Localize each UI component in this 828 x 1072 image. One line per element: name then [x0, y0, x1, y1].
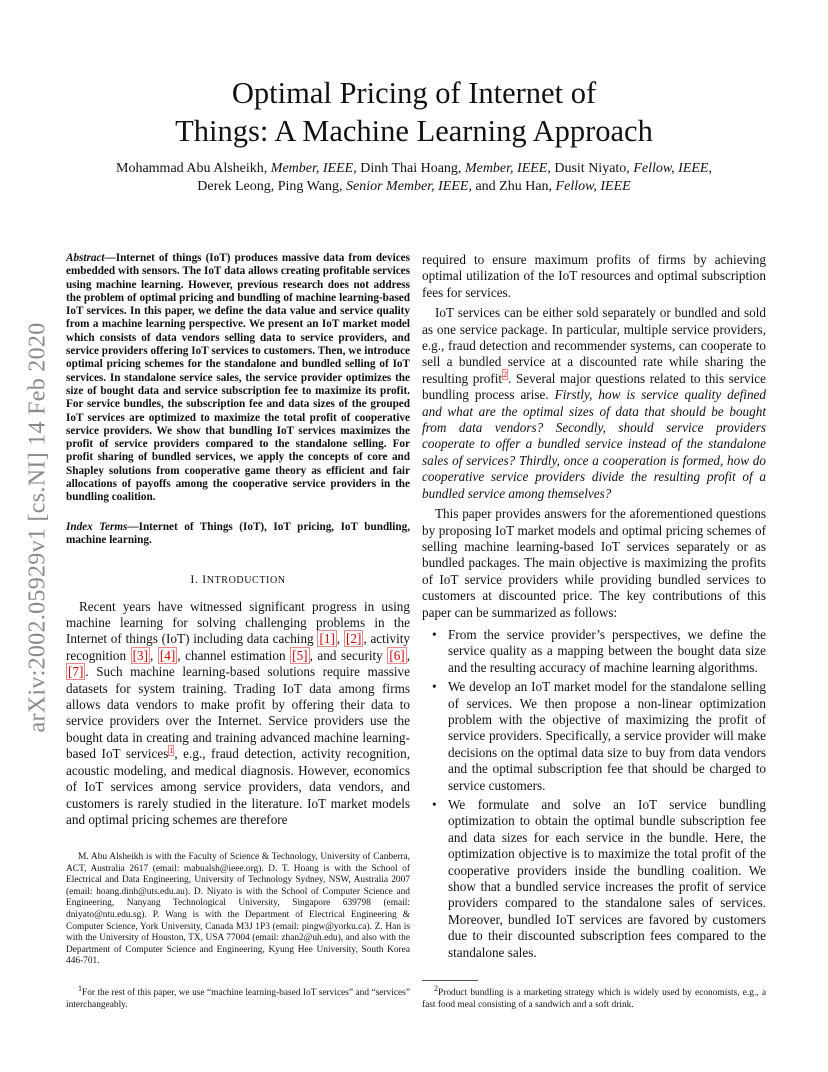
contribution-item [422, 679, 766, 794]
footnote-1-text: For the rest of this paper, we use “machine learning-based IoT services” and “services” interchangeably. [66, 988, 410, 1010]
contributions-paragraph: This paper provides answers for the aforementioned questions by proposing IoT market models and optimal pricing schemes of selling machine learning-based IoT services separately or as bundled packages. The main objective is maximizing the profits of IoT service providers while providing bundled services to customers at discounted price. The key contributions of this paper can be summarized as follows: [422, 506, 766, 620]
title-line-1: Optimal Pricing of Internet of [231, 76, 597, 110]
bullet-icon: • [432, 626, 437, 642]
section-heading-introduction [66, 571, 410, 589]
citation-5[interactable]: [5] [292, 647, 308, 663]
arxiv-stamp [14, 292, 62, 762]
footnote-2-number: 2 [434, 983, 438, 993]
right-paragraph-continued: required to ensure maximum profits of firms by achieving optimal utilization of the IoT resources and optimal subscription fees for services. [422, 252, 766, 300]
section-rest: NTRODUCTION [206, 575, 286, 587]
contribution-item [422, 797, 766, 961]
bundling-paragraph [422, 305, 766, 502]
author-3-role: Fellow, IEEE [633, 161, 709, 176]
left-column [66, 252, 410, 828]
intro-text: . Such machine learning-based solutions require massive datasets for system training. Trading IoT data among firms allows data vendors to make profit by offering their data to service providers over the Internet. Service providers use the bought data in creating and training advanced machine learning-based IoT services [66, 664, 410, 762]
citation-6[interactable]: [6] [389, 647, 405, 663]
abstract [66, 252, 410, 505]
index-terms-label: Index Terms [66, 520, 128, 533]
author-separator: , [708, 161, 712, 176]
section-numeral: I. [190, 572, 203, 587]
contribution-text: We formulate and solve an IoT service bundling optimization to obtain the optimal bundle subscription fee and data sizes for each service in the bundle. Here, the optimization objective is to maximize the total profit of the cooperative providers inside the bundling coalition. We show that a bundled service increases the profit of service providers compared to the standalone sales of services. Moreover, bundled IoT services are favored by customers due to their discounted subscription fees compared to the standalone sales. [448, 797, 766, 960]
abstract-label: Abstract [66, 252, 105, 264]
contribution-text: We develop an IoT market model for the standalone selling of services. We then propose a non-linear optimization problem with the objective of maximizing the profit of service providers. Specifically, a service provider will make decisions on the optimal data size to buy from data vendors and the optimal subscription fee that should be charged to service customers. [448, 679, 766, 793]
bullet-icon: • [432, 797, 437, 812]
citation-7[interactable]: [7] [68, 664, 84, 680]
citation-4[interactable]: [4] [159, 647, 176, 663]
intro-text: , and security [309, 647, 388, 663]
bundling-text: . Several major questions related to this service bundling process arise. [422, 370, 766, 403]
research-questions: Firstly, how is service quality defined and what are the optimal sizes of data that should be bought from data vendors? Secondly, should service providers cooperate to offer a bundled service instead of the standalone sales of services? Thirdly, once a cooperation is formed, how do cooperative service providers divide the resulting profit of a bundled service among themselves? [422, 387, 766, 501]
intro-text: , e.g., fraud detection, activity recognition, acoustic modeling, and medical diagnosis. However, economics of IoT services among service providers, data vendors, and customers is rarely studied in the literature. IoT market models and optimal pricing schemes are therefore [66, 746, 410, 827]
bullet-icon: • [432, 679, 437, 695]
citation-1[interactable]: [1] [319, 631, 335, 647]
author-4-role: Senior Member, IEEE [345, 179, 469, 194]
intro-text: , [336, 631, 344, 647]
intro-text: , channel estimation [177, 647, 291, 663]
footnote-1-marker[interactable]: 1 [169, 745, 174, 755]
index-terms [66, 521, 410, 548]
abstract-dash: — [104, 252, 116, 264]
author-affiliations: M. Abu Alsheikh is with the Faculty of Science & Technology, University of Canberra, ACT, Australia 2617 (email: mabualsh@ieee.org). D. T. Hoang is with the School of Electrical and Data Engineering, University of Technology Sydney, NSW, Australia 2007 (email: hoang.dinh@uts.edu.au). D. Niyato is with the School of Computer Science and Engineering, Nanyang Technological University, Singapore 639798 (email: dniyato@ntu.edu.sg). P. Wang is with the Department of Electrical Engineering & Computer Science, York University, Canada M3J 1P3 (email: pingw@yorku.ca). Z. Han is with the University of Houston, TX, USA 77004 (email: zhan2@uh.edu), and also with the Department of Computer Science and Engineering, Kyung Hee University, South Korea 446-701. [66, 852, 410, 967]
author-4: Derek Leong, Ping Wang, [197, 179, 346, 194]
bundling-text: IoT services can be either sold separately or bundled and sold as one service package. In particular, multiple service providers, e.g., fraud detection and recommender systems, can cooperate to sell a bundled service at a discounted rate while sharing the resulting profit [422, 305, 766, 386]
footnote-1 [66, 983, 410, 1011]
footnote-1-number: 1 [78, 983, 82, 993]
author-5-role: Fellow, IEEE [555, 179, 631, 194]
author-1: Mohammad Abu Alsheikh, [116, 161, 271, 176]
paper-title [90, 74, 738, 150]
title-line-2: Things: A Machine Learning Approach [175, 114, 653, 148]
index-terms-dash: — [127, 520, 139, 533]
author-2: , Dinh Thai Hoang, [353, 161, 465, 176]
arxiv-identifier: arXiv:2002.05929v1 [cs.NI] 14 Feb 2020 [24, 321, 51, 733]
intro-text: , [150, 647, 158, 663]
intro-text: , activity recognition [66, 631, 410, 663]
footnote-2 [422, 983, 766, 1011]
citation-2[interactable]: [2] [345, 631, 362, 647]
right-column [422, 252, 766, 964]
footnote-rule [422, 980, 478, 981]
abstract-text: Internet of things (IoT) produces massive data from devices embedded with sensors. The IoT data allows creating profitable services using machine learning. However, previous research does not address the problem of optimal pricing and bundling of machine learning-based IoT services. In this paper, we define the data value and service quality from a machine learning perspective. We present an IoT market model which consists of data vendors selling data to service providers, and service providers offering IoT services to customers. Then, we introduce optimal pricing schemes for the standalone and bundled selling of IoT services. In standalone service sales, the service provider optimizes the size of bought data and service subscription fee to maximize its profit. For service bundles, the subscription fee and data sizes of the grouped IoT services are optimized to maximize the total profit of cooperative service providers. We show that bundling IoT services maximizes the profit of service providers compared to the standalone selling. For profit sharing of bundled services, we apply the concepts of core and Shapley solutions from cooperative game theory as efficient and fair allocations of payoffs among the cooperative service providers in the bundling coalition. [66, 252, 410, 504]
intro-text: Recent years have witnessed significant progress in using machine learning for solving challenging problems in the Internet of things (IoT) including data caching [66, 598, 410, 647]
author-5: , and Zhu Han, [468, 179, 556, 194]
index-terms-text: Internet of Things (IoT), IoT pricing, IoT bundling, machine learning. [66, 520, 410, 546]
citation-3[interactable]: [3] [132, 647, 149, 663]
author-2-role: Member, IEEE [464, 161, 548, 176]
section-initial: I [202, 572, 207, 587]
contributions-list [422, 627, 766, 961]
contribution-item [422, 627, 766, 676]
author-list [70, 160, 758, 196]
intro-paragraph [66, 599, 410, 829]
footnote-2-marker[interactable]: 2 [503, 370, 508, 380]
author-3: , Dusit Niyato, [547, 161, 634, 176]
contribution-text: From the service provider’s perspectives, we define the service quality as a mapping between the bought data size and the resulting accuracy of machine learning algorithms. [448, 626, 766, 675]
footnote-2-text: Product bundling is a marketing strategy which is widely used by economists, e.g., a fast food meal consisting of a sandwich and a soft drink. [422, 988, 766, 1010]
intro-text: , [406, 647, 410, 663]
author-1-role: Member, IEEE [270, 161, 354, 176]
